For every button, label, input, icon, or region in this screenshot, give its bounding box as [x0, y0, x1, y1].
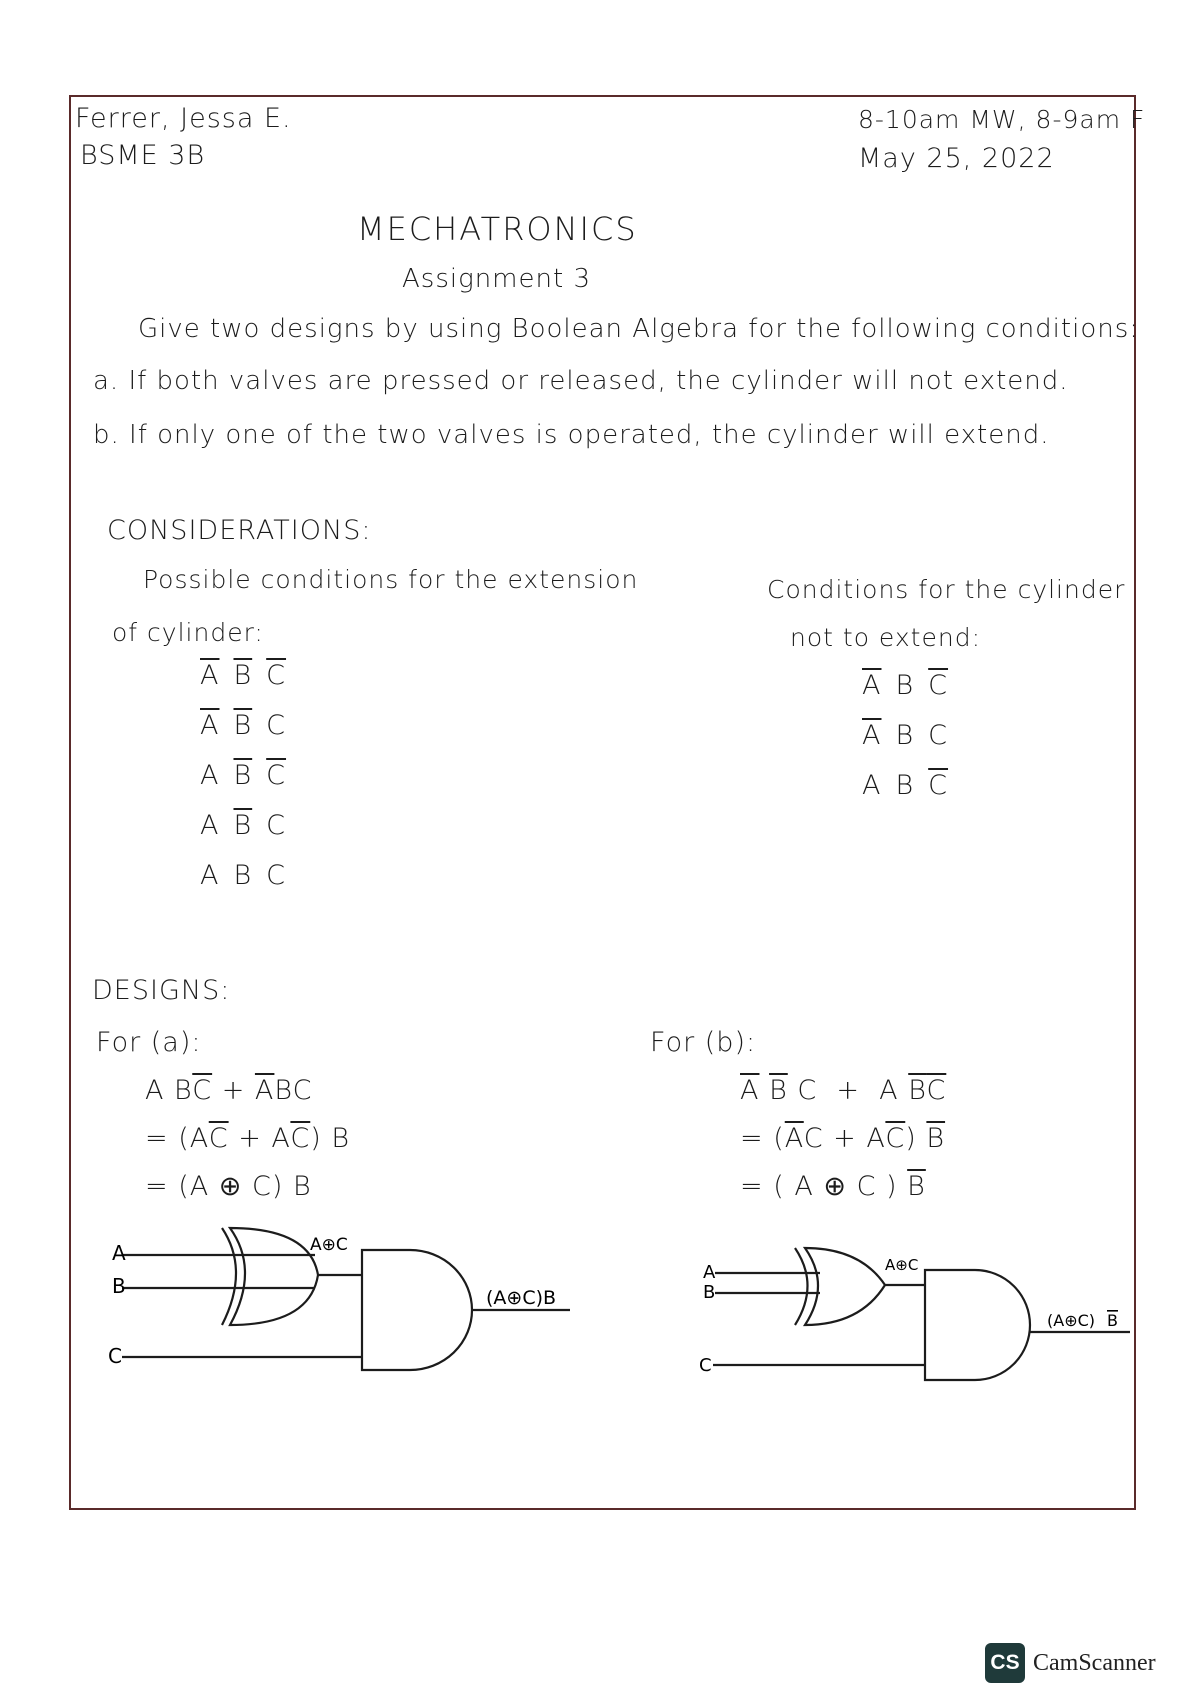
- xor-gate-a: [230, 1228, 318, 1325]
- page-subtitle: Assignment 3: [402, 264, 591, 294]
- expr-part: $\overline{B}$: [907, 1171, 926, 1202]
- and-gate-a: [362, 1250, 472, 1370]
- literal-b: B: [895, 770, 915, 801]
- extend-term-4: [200, 810, 286, 841]
- expr-part: A B: [145, 1075, 193, 1106]
- literal-a: $\overline{A}$: [200, 710, 220, 741]
- literal-a: A: [200, 810, 220, 841]
- extend-term-1: [200, 660, 286, 691]
- expr-part: $\overline{C}$: [290, 1123, 311, 1154]
- literal-b: B: [895, 720, 915, 751]
- expr-part: $\overline{A}$: [740, 1075, 760, 1106]
- expr-part: $\overline{C}$: [885, 1123, 906, 1154]
- circuit-b-label-out-bar: B: [1107, 1311, 1118, 1330]
- design-b-label: For (b):: [650, 1027, 757, 1058]
- extend-heading-line1: Possible conditions for the extension: [143, 565, 639, 594]
- circuit-b-diagram: [695, 1240, 1145, 1420]
- circuit-b-label-out: (A⊕C): [1047, 1311, 1096, 1330]
- literal-c: $\overline{C}$: [266, 660, 287, 691]
- literal-b: $\overline{B}$: [233, 760, 253, 791]
- literal-a: $\overline{A}$: [862, 670, 882, 701]
- extend-term-2: [200, 710, 286, 741]
- expr-part: [759, 1075, 769, 1106]
- expr-part: ): [905, 1123, 927, 1154]
- literal-c: C: [266, 710, 287, 741]
- design-b-step-3: [740, 1171, 926, 1202]
- circuit-b-label-mid: A⊕C: [885, 1256, 919, 1274]
- no-extend-term-3: [862, 770, 948, 801]
- literal-a: $\overline{A}$: [200, 660, 220, 691]
- expr-part: $\overline{C}$: [208, 1123, 229, 1154]
- designs-heading: DESIGNS:: [92, 975, 231, 1006]
- literal-a: A: [200, 860, 220, 891]
- no-extend-term-1: [862, 670, 948, 701]
- no-extend-heading-line2: not to extend:: [790, 623, 981, 652]
- circuit-a-label-out: (A⊕C)B: [486, 1287, 557, 1309]
- literal-c: C: [928, 720, 949, 751]
- expr-part: BC: [274, 1075, 313, 1106]
- literal-c: $\overline{C}$: [928, 770, 949, 801]
- literal-b: B: [233, 860, 253, 891]
- circuit-b-label-in1: A: [703, 1262, 716, 1283]
- camscanner-logo-icon: CS: [985, 1643, 1025, 1683]
- xor-back-curve: [222, 1228, 236, 1325]
- condition-a: a. If both valves are pressed or released, the cylinder will not extend.: [93, 366, 1069, 396]
- extend-term-3: [200, 760, 286, 791]
- design-a-step-2: [145, 1123, 350, 1154]
- literal-b: $\overline{B}$: [233, 810, 253, 841]
- literal-b: $\overline{B}$: [233, 710, 253, 741]
- design-a-step-1: [145, 1075, 312, 1106]
- literal-a: A: [862, 770, 882, 801]
- extend-term-5: [200, 860, 286, 891]
- circuit-a-label-in2: B: [112, 1274, 126, 1298]
- considerations-heading: CONSIDERATIONS:: [107, 515, 372, 546]
- literal-c: C: [266, 810, 287, 841]
- design-b-step-2: [740, 1123, 945, 1154]
- and-gate-b: [925, 1270, 1030, 1380]
- expr-part: $\overline{C}$: [926, 1075, 947, 1106]
- extend-heading-line2: of cylinder:: [112, 618, 264, 647]
- expr-part: + A: [228, 1123, 291, 1154]
- circuit-a-diagram: [100, 1220, 600, 1410]
- student-name: Ferrer, Jessa E.: [75, 103, 292, 134]
- literal-a: A: [200, 760, 220, 791]
- literal-b: $\overline{B}$: [233, 660, 253, 691]
- circuit-a-label-in3: C: [108, 1344, 122, 1368]
- circuit-b-label-in3: C: [699, 1355, 712, 1376]
- expr-part: = (: [145, 1123, 190, 1154]
- expr-part: C + A: [803, 1123, 886, 1154]
- xor-gate-b: [805, 1248, 885, 1325]
- design-a-label: For (a):: [96, 1027, 202, 1058]
- literal-a: $\overline{A}$: [862, 720, 882, 751]
- circuit-a-label-in1: A: [112, 1241, 126, 1265]
- expr-part: +: [212, 1075, 255, 1106]
- circuit-b-label-in2: B: [703, 1282, 716, 1303]
- expr-part: $\overline{A}$: [254, 1075, 275, 1106]
- expr-part: $\overline{B}$: [926, 1123, 946, 1154]
- literal-b: B: [895, 670, 915, 701]
- expr-part: = (A ⊕ C) B: [145, 1171, 312, 1202]
- literal-c: C: [266, 860, 287, 891]
- page-title: MECHATRONICS: [357, 210, 638, 248]
- design-b-step-1: [740, 1075, 946, 1106]
- no-extend-heading-line1: Conditions for the cylinder: [767, 575, 1126, 604]
- condition-b: b. If only one of the two valves is operated, the cylinder will extend.: [93, 420, 1050, 450]
- camscanner-watermark: [985, 1643, 1156, 1683]
- camscanner-text: CamScanner: [1033, 1649, 1156, 1676]
- expr-part: $\overline{C}$: [192, 1075, 213, 1106]
- xor-back-curve: [795, 1248, 808, 1325]
- expr-part: ) B: [310, 1123, 351, 1154]
- expr-part: C + A: [787, 1075, 909, 1106]
- literal-c: $\overline{C}$: [266, 760, 287, 791]
- expr-part: = ( A ⊕ C ): [740, 1171, 908, 1202]
- expr-part: = (: [740, 1123, 785, 1154]
- expr-part: A: [189, 1123, 209, 1154]
- assignment-date: May 25, 2022: [858, 143, 1055, 174]
- student-course: BSME 3B: [80, 140, 206, 171]
- no-extend-term-2: [862, 720, 948, 751]
- design-a-step-3: [145, 1171, 312, 1202]
- intro-text: Give two designs by using Boolean Algebra for the following conditions:: [138, 314, 1140, 344]
- class-schedule: 8-10am MW, 8-9am F: [858, 105, 1146, 134]
- circuit-a-label-mid: A⊕C: [310, 1235, 348, 1255]
- expr-part: $\overline{B}$: [769, 1075, 788, 1106]
- expr-part: $\overline{A}$: [784, 1123, 804, 1154]
- literal-c: $\overline{C}$: [928, 670, 949, 701]
- expr-part: $\overline{B}$: [908, 1075, 927, 1106]
